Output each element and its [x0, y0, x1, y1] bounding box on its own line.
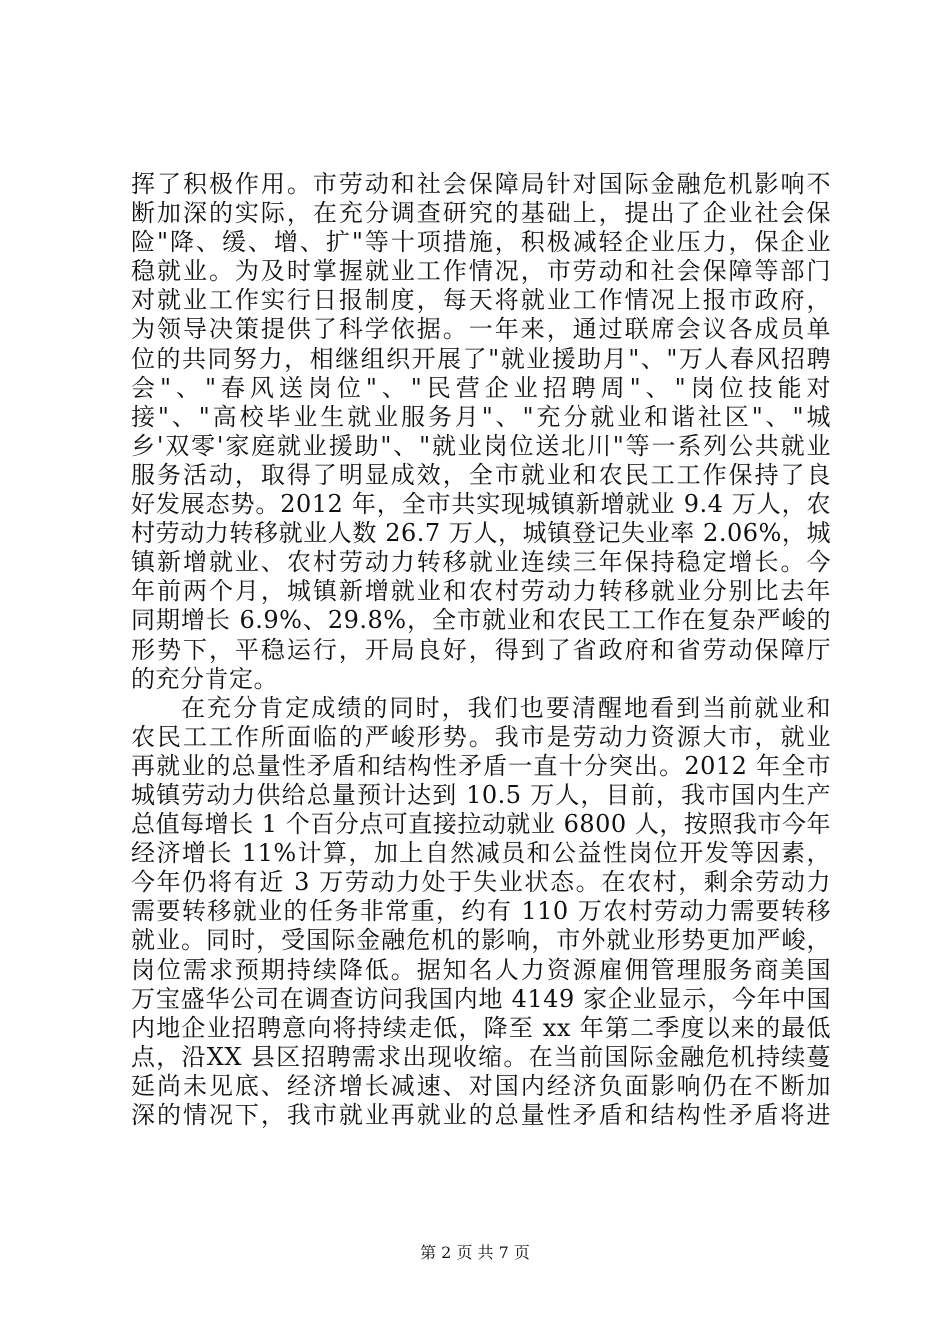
text-line: 年前两个月，城镇新增就业和农村劳动力转移就业分别比去年 — [131, 577, 831, 606]
text-line: 点，沿XX 县区招聘需求出现收缩。在当前国际金融危机持续蔓 — [131, 1042, 831, 1071]
paragraph-start-line: 在充分肯定成绩的同时，我们也要清醒地看到当前就业和 — [181, 693, 831, 722]
text-line: 形势下，平稳运行，开局良好，得到了省政府和省劳动保障厅 — [131, 635, 831, 664]
text-line: 城镇劳动力供给总量预计达到 10.5 万人，目前，我市国内生产 — [131, 780, 831, 809]
text-line: 总值每增长 1 个百分点可直接拉动就业 6800 人，按照我市今年 — [131, 810, 831, 839]
text-line: 内地企业招聘意向将持续走低，降至 xx 年第二季度以来的最低 — [131, 1013, 831, 1042]
text-line: 对就业工作实行日报制度，每天将就业工作情况上报市政府， — [131, 286, 831, 315]
text-line: 好发展态势。2012 年，全市共实现城镇新增就业 9.4 万人，农 — [131, 490, 831, 519]
text-line: 镇新增就业、农村劳动力转移就业连续三年保持稳定增长。今 — [131, 548, 831, 577]
text-line: 接"、"高校毕业生就业服务月"、"充分就业和谐社区"、"城 — [131, 402, 831, 431]
text-line: 深的情况下，我市就业再就业的总量性矛盾和结构性矛盾将进 — [131, 1101, 831, 1129]
text-line: 断加深的实际，在充分调查研究的基础上，提出了企业社会保 — [131, 199, 831, 228]
text-line: 就业。同时，受国际金融危机的影响，市外就业形势更加严峻， — [131, 926, 831, 955]
text-line: 经济增长 11%计算，加上自然减员和公益性岗位开发等因素， — [131, 839, 831, 868]
text-line: 挥了积极作用。市劳动和社会保障局针对国际金融危机影响不 — [131, 170, 831, 198]
body-text — [131, 170, 831, 1130]
text-line: 岗位需求预期持续降低。据知名人力资源雇佣管理服务商美国 — [131, 955, 831, 984]
text-line: 延尚未见底、经济增长减速、对国内经济负面影响仍在不断加 — [131, 1071, 831, 1100]
text-line: 为领导决策提供了科学依据。一年来，通过联席会议各成员单 — [131, 315, 831, 344]
text-line: 位的共同努力，相继组织开展了"就业援助月"、"万人春风招聘 — [131, 344, 831, 373]
text-line: 乡'双零'家庭就业援助"、"就业岗位送北川"等一系列公共就业 — [131, 431, 831, 460]
text-line: 同期增长 6.9%、29.8%，全市就业和农民工工作在复杂严峻的 — [131, 606, 831, 635]
text-line: 再就业的总量性矛盾和结构性矛盾一直十分突出。2012 年全市 — [131, 751, 831, 780]
paragraph-end-line: 的充分肯定。 — [131, 664, 278, 693]
text-line: 今年仍将有近 3 万劳动力处于失业状态。在农村，剩余劳动力 — [131, 868, 831, 897]
text-line: 村劳动力转移就业人数 26.7 万人，城镇登记失业率 2.06%，城 — [131, 519, 831, 548]
text-line: 会"、"春风送岗位"、"民营企业招聘周"、"岗位技能对 — [131, 373, 831, 402]
text-line: 险"降、缓、增、扩"等十项措施，积极减轻企业压力，保企业 — [131, 228, 831, 257]
page-number-label: 第 2 页 共 7 页 — [420, 1243, 530, 1262]
page-footer — [0, 1242, 950, 1264]
text-line: 万宝盛华公司在调查访问我国内地 4149 家企业显示，今年中国 — [131, 984, 831, 1013]
text-line: 稳就业。为及时掌握就业工作情况，市劳动和社会保障等部门 — [131, 257, 831, 286]
text-line: 农民工工作所面临的严峻形势。我市是劳动力资源大市，就业 — [131, 722, 831, 751]
text-line: 服务活动，取得了明显成效，全市就业和农民工工作保持了良 — [131, 460, 831, 489]
text-line: 需要转移就业的任务非常重，约有 110 万农村劳动力需要转移 — [131, 897, 831, 926]
